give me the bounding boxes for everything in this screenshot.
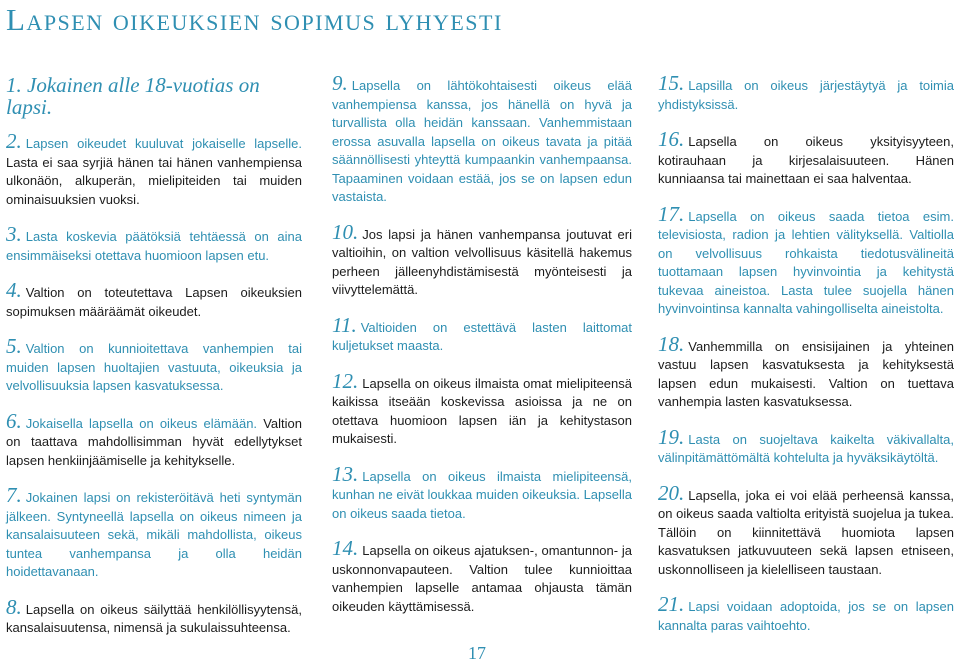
item-14 [332,536,632,616]
item-17 [658,201,954,319]
item-number: 2. [6,129,22,153]
item-number: 9. [332,71,348,95]
item-text: Valtion on taattava mahdollisimman hyvät edellytykset lapsen henkiinjäämiselle ja kehitykselle. [6,415,302,468]
item-number: 4. [6,278,22,302]
item-text-highlight: Valtion on kunnioitettava vanhempien tai muiden lapsen huoltajien vastuuta, oikeuksia ja velvollisuuksia lapsen kasvatuksessa. [6,341,302,393]
item-19 [658,424,954,468]
item-10 [332,219,632,300]
item-text-highlight: Lapsella on lähtökohtaisesti oikeus elää vanhempiensa kanssa, jos hänellä on hyvä ja turvallista olla heidän kanssaan. Vanhemmistaan erossa asuvalla lapsella on oikeus tavata ja pitää säännöllisesti yhteyttä kumpaankin vanhempaansa. Tapaaminen voidaan estää, jos se on lapsen edun vastaista. [332,78,632,204]
item-text: Jokainen alle 18-vuotias on lapsi. [6,73,260,119]
column-3 [658,71,954,651]
item-number: 10. [332,219,359,244]
page-title: Lapsen oikeuksien sopimus lyhyesti [6,2,503,37]
item-number: 19. [658,424,685,449]
item-text-highlight: Lapsella on oikeus saada tietoa esim. televisiosta, radion ja lehtien välityksellä. Valtiolla on velvollisuus rohkaista tiedotusvälineitä tuottamaan lapsen hyvinvointia ja kehitystä tukevaa aineistoa. Lasta tulee suojella hänen hyvinvointinsa kannalta vahingolliselta aineistolta. [658,208,954,316]
item-number: 15. [658,71,685,95]
item-number: 17. [658,201,685,226]
item-text: Lapsella on oikeus säilyttää henkilöllisyytensä, kansalaisuutensa, nimensä ja sukulaissuhteensa. [6,601,302,635]
item-text: Lapsella, joka ei voi elää perheensä kanssa, on oikeus saada valtiolta erityistä suojelua ja tukea. Tällöin on kiinnitettävä huomiota lapsen kasvatuksen jatkuvuuteen sekä lapsen etniseen, uskonnolliseen ja kielelliseen taustaan. [658,487,954,577]
page-number: 17 [468,643,486,663]
item-text: Vanhemmilla on ensisijainen ja yhteinen vastuu lapsen kasvatuksesta ja kehityksestä lapsen edun mukaisesti. Valtion on tuettava vanhempia lasten kasvatuksessa. [658,338,954,409]
item-text: Lasta ei saa syrjiä hänen tai hänen vanhempiensa ulkonäön, alkuperän, mielipiteiden tai muiden ominaisuuksien vuoksi. [6,154,302,207]
item-text-highlight: Jokainen lapsi on rekisteröitävä heti syntymän jälkeen. Syntyneellä lapsella on oikeus nimeen ja kansalaisuuteen sekä, mikäli mahdollista, oikeus tuntea vanhempansa ja olla heidän hoidettavanaan. [6,490,302,579]
item-5 [6,334,302,396]
column-2 [332,71,632,632]
item-3 [6,222,302,265]
item-9 [332,71,632,207]
item-4 [6,278,302,321]
item-7 [6,483,302,582]
item-text-highlight: Lapsi voidaan adoptoida, jos se on lapsen kannalta paras vaihtoehto. [658,599,954,633]
item-1 [6,74,302,118]
item-number: 21. [658,592,685,616]
item-21 [658,592,954,635]
item-text-highlight: Lasta koskevia päätöksiä tehtäessä on aina ensimmäiseksi otettava huomioon lapsen etu. [6,229,302,263]
column-1 [6,74,302,654]
item-text: Lapsella on oikeus yksityisyyteen, kotirauhaan ja kirjesalaisuuteen. Hänen kunniaansa tai mainettaan ei saa halventaa. [658,134,954,186]
item-text: Lapsella on oikeus ilmaista omat mielipiteensä kaikissa itseään koskevissa asioissa ja ne on otettava huomioon lapsen iän ja kehitystason mukaisesti. [332,375,632,446]
item-number: 18. [658,331,685,356]
item-number: 8. [6,594,22,619]
item-number: 13. [332,461,359,486]
item-text-highlight: Lapsilla on oikeus järjestäytyä ja toimia yhdistyksissä. [658,78,954,112]
item-20 [658,480,954,580]
item-number: 5. [6,334,22,358]
item-text: Jos lapsi ja hänen vanhempansa joutuvat eri valtioihin, on valtion velvollisuus käsitellä hakemus perheen jälleenyhdistämisestä myönteisesti ja viivyttelemättä. [332,226,632,297]
item-number: 1. [6,73,22,97]
item-number: 6. [6,408,22,433]
item-text-highlight: Lapsella on oikeus ilmaista mielipiteensä, kunhan ne eivät loukkaa muiden oikeuksia. Lapsella on oikeus saada tietoa. [332,468,632,521]
item-number: 14. [332,536,359,560]
item-number: 20. [658,480,685,505]
item-number: 16. [658,127,685,151]
item-6 [6,408,302,471]
item-8 [6,594,302,638]
item-number: 7. [6,483,22,507]
item-16 [658,127,954,189]
item-text-highlight: Lapsen oikeudet kuuluvat jokaiselle lapselle. [25,136,302,151]
item-text-highlight: Jokaisella lapsella on oikeus elämään. [25,415,258,431]
item-number: 11. [332,312,357,337]
item-2 [6,129,302,209]
item-text: Valtion on toteutettava Lapsen oikeuksien sopimuksen määräämät oikeudet. [6,285,302,319]
item-text-highlight: Valtioiden on estettävä lasten laittomat kuljetukset maasta. [332,319,632,353]
item-15 [658,71,954,114]
item-13 [332,461,632,524]
item-number: 3. [6,222,22,246]
item-11 [332,312,632,356]
item-number: 12. [332,368,359,393]
item-18 [658,331,954,412]
item-text-highlight: Lasta on suojeltava kaikelta väkivallalta, välinpitämättömältä kohtelulta ja hyväksikäytöltä. [658,431,954,465]
item-12 [332,368,632,449]
item-text: Lapsella on oikeus ajatuksen-, omantunnon- ja uskonnonvapauteen. Valtion tulee kunnioittaa vanhempien lapselle antamaa ohjausta tämän oikeuden käyttämisessä. [332,543,632,614]
